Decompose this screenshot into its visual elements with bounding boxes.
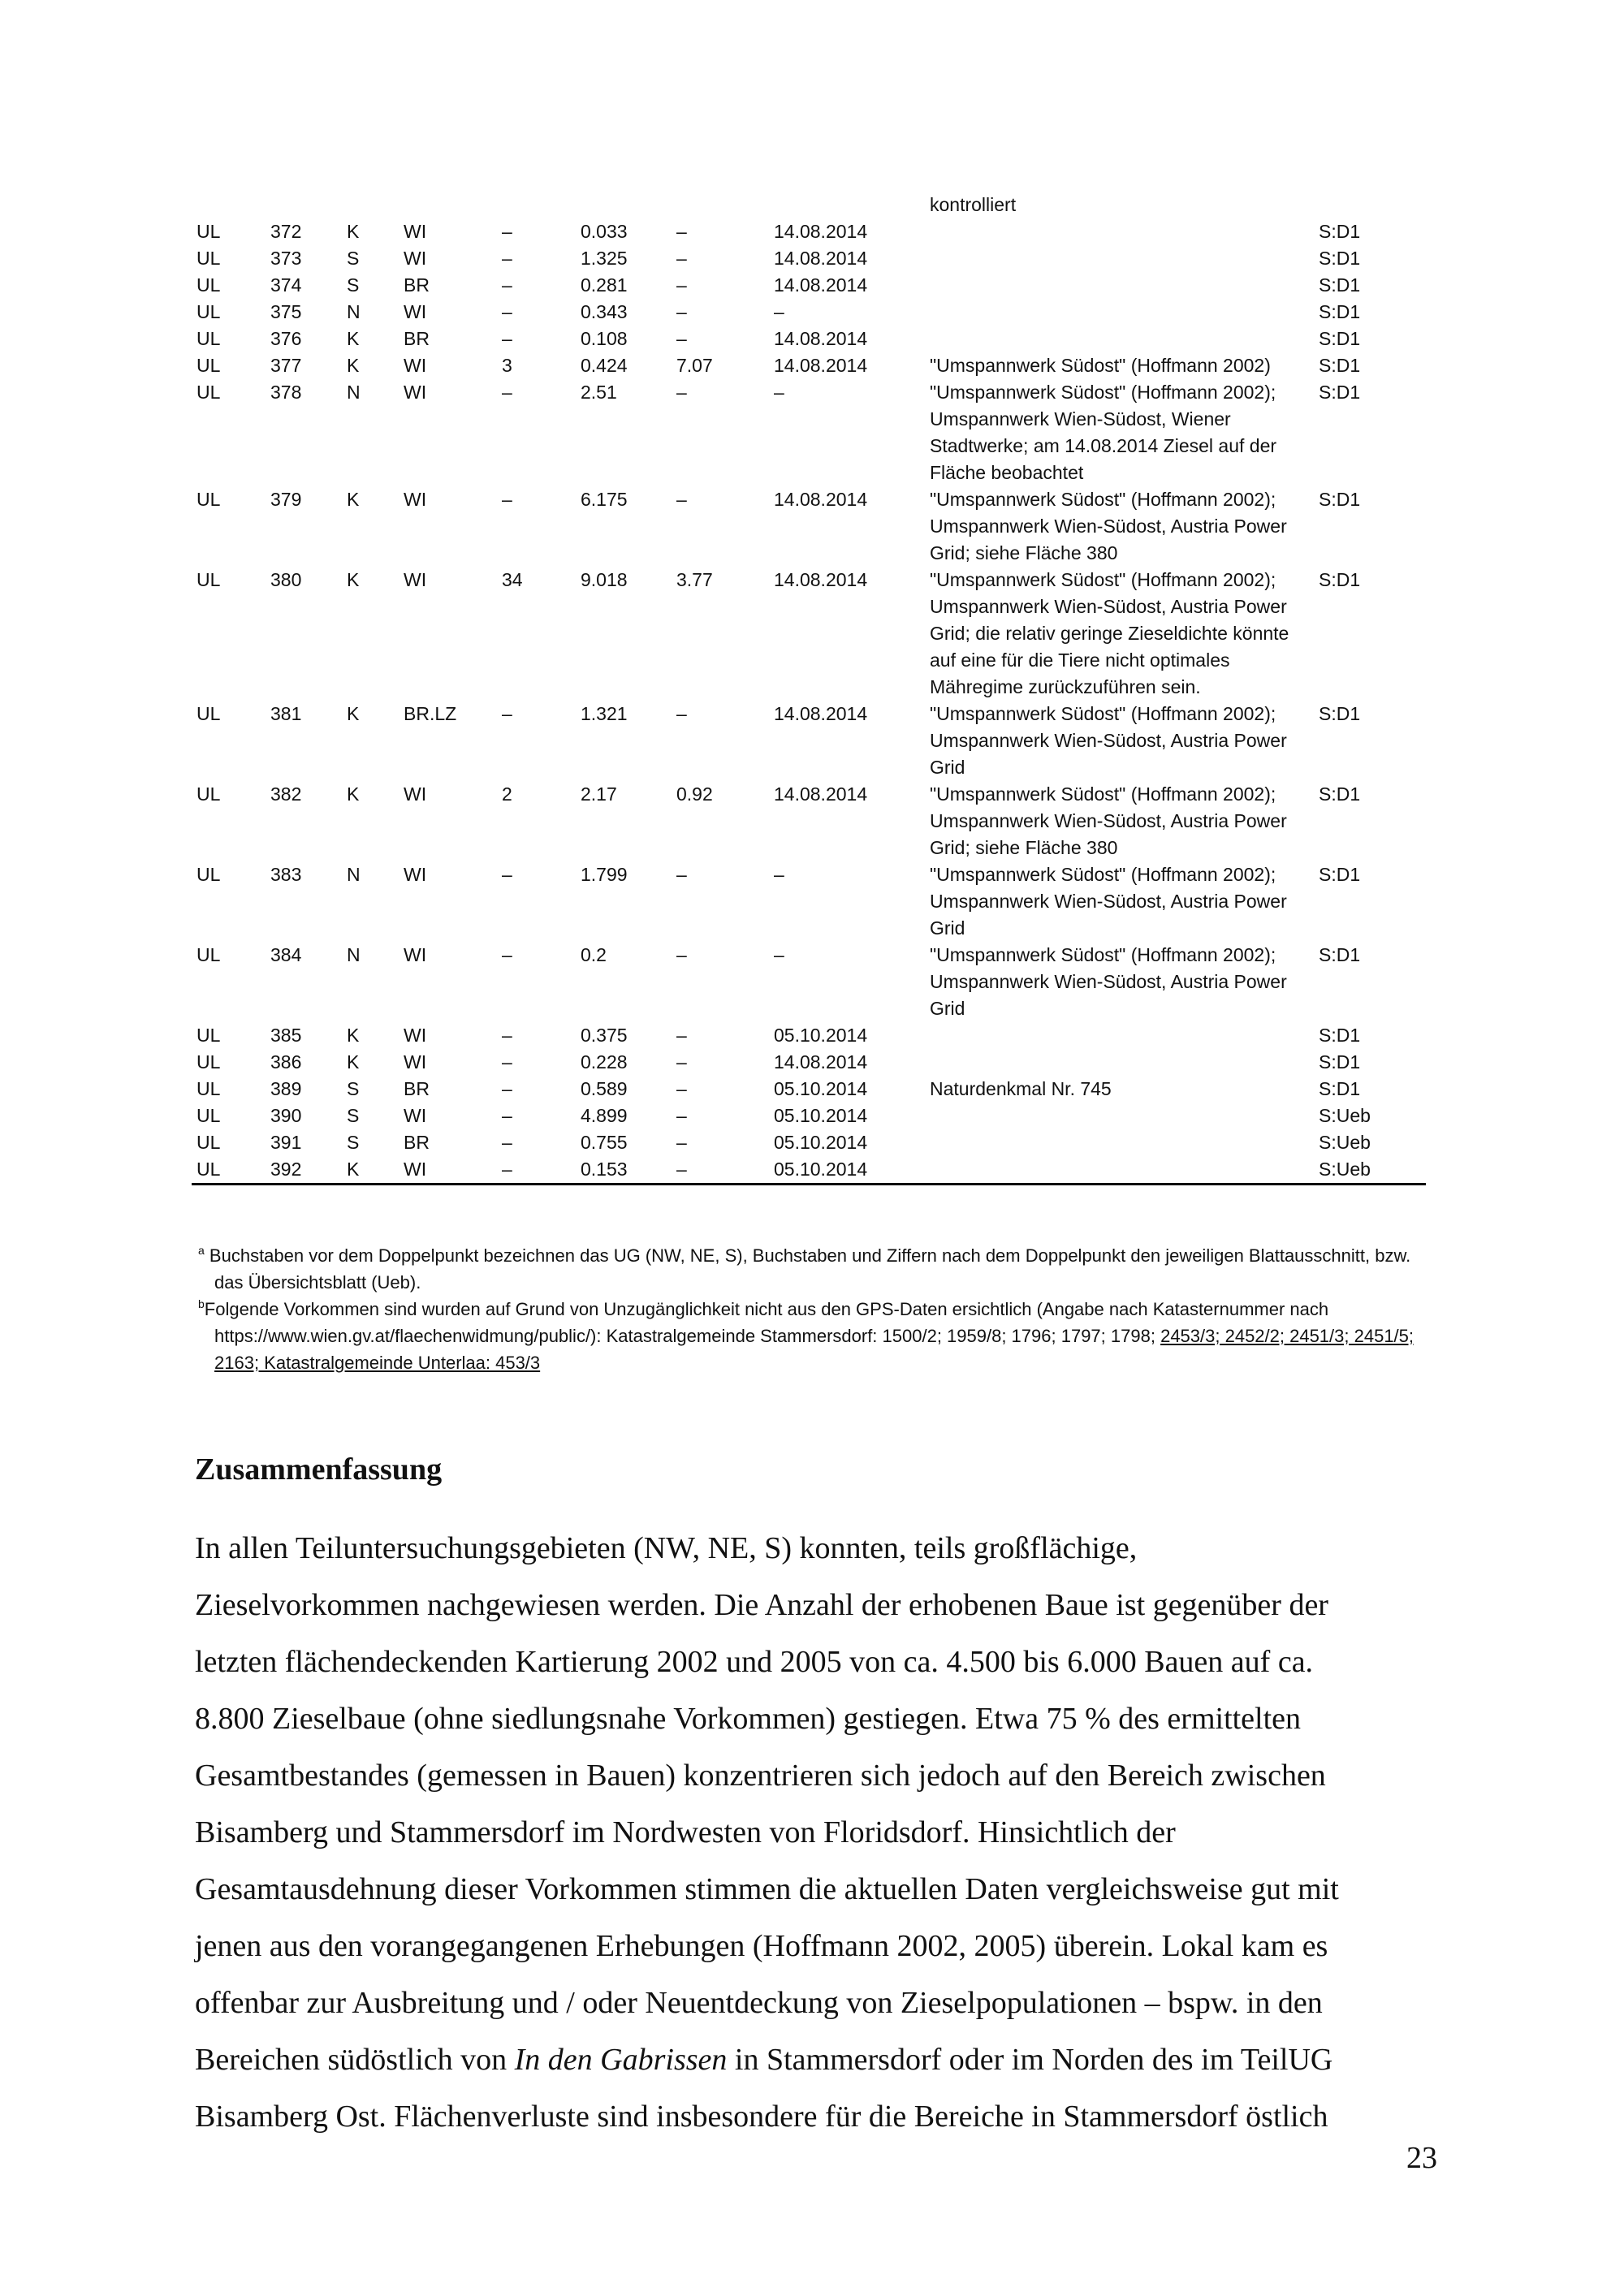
text-run: Bisamberg Ost. Flächenverluste sind insbesondere für die Bereiche in Stammersdorf östlich: [195, 2100, 1328, 2134]
region-cell: UL: [197, 783, 221, 805]
paragraph-line: [195, 1634, 1339, 1690]
density-cell: –: [676, 382, 687, 403]
text-run: 8.800 Zieselbaue (ohne siedlungsnahe Vorkommen) gestiegen. Etwa 75 % des ermittelten: [195, 1702, 1302, 1736]
table-row: [192, 218, 1426, 245]
land-use-cell: WI: [404, 355, 427, 376]
paragraph-line: [195, 1918, 1339, 1974]
region-cell: UL: [197, 355, 221, 376]
burrow-count-cell: –: [502, 1025, 512, 1046]
text-run: Zieselvorkommen nachgewiesen werden. Die Anzahl der erhobenen Baue ist gegenüber der: [195, 1588, 1328, 1622]
comment-cell: "Umspannwerk Südost" (Hoffmann 2002); Umspannwerk Wien-Südost, Wiener Stadtwerke; am 14.08.2014 Ziesel auf der Fläche beobachtet: [930, 382, 1277, 483]
table-row: [192, 942, 1426, 1022]
density-cell: 7.07: [676, 355, 713, 376]
area-cell: 0.228: [581, 1051, 628, 1072]
area-id-cell: 373: [270, 248, 302, 269]
area-cell: 9.018: [581, 569, 628, 590]
paragraph-line: [195, 2088, 1339, 2145]
text-run: Bisamberg und Stammersdorf im Nordwesten von Floridsdorf. Hinsichtlich der: [195, 1815, 1176, 1849]
burrow-count-cell: –: [502, 274, 512, 296]
region-cell: UL: [197, 221, 221, 242]
region-cell: UL: [197, 569, 221, 590]
area-id-cell: 389: [270, 1078, 302, 1099]
burrow-count-cell: –: [502, 301, 512, 322]
area-cell: 2.51: [581, 382, 617, 403]
density-cell: –: [676, 221, 687, 242]
section-heading: Zusammenfassung: [195, 1452, 443, 1487]
map-sheet-cell: S:D1: [1319, 489, 1361, 510]
table-row: [192, 1156, 1426, 1185]
category-cell: K: [347, 1025, 360, 1046]
burrow-count-cell: –: [502, 1159, 512, 1180]
area-cell: 0.424: [581, 355, 628, 376]
date-cell: 14.08.2014: [774, 248, 868, 269]
density-cell: –: [676, 1025, 687, 1046]
density-cell: –: [676, 274, 687, 296]
land-use-cell: BR.LZ: [404, 703, 457, 724]
date-cell: 05.10.2014: [774, 1025, 868, 1046]
land-use-cell: WI: [404, 248, 427, 269]
comment-cell: kontrolliert: [930, 194, 1017, 215]
map-sheet-cell: S:D1: [1319, 328, 1361, 349]
date-cell: 05.10.2014: [774, 1159, 868, 1180]
text-run: jenen aus den vorangegangenen Erhebungen (Hoffmann 2002, 2005) überein. Lokal kam es: [195, 1929, 1328, 1963]
area-cell: 0.343: [581, 301, 628, 322]
comment-cell: "Umspannwerk Südost" (Hoffmann 2002); Umspannwerk Wien-Südost, Austria Power Grid; siehe Fläche 380: [930, 489, 1287, 563]
burrow-count-cell: –: [502, 1078, 512, 1099]
comment-cell: [930, 1103, 1311, 1129]
map-sheet-cell: S:Ueb: [1319, 1132, 1371, 1153]
category-cell: K: [347, 1051, 360, 1072]
footnote-mark: a: [198, 1244, 205, 1257]
region-cell: UL: [197, 864, 221, 885]
paragraph-line: [195, 1577, 1339, 1634]
date-cell: 14.08.2014: [774, 274, 868, 296]
category-cell: S: [347, 274, 360, 296]
footnote-text: Buchstaben vor dem Doppelpunkt bezeichnen das UG (NW, NE, S), Buchstaben und Ziffern nach dem Doppelpunkt den jeweiligen Blattausschnitt, bzw. das Übersichtsblatt (Ueb).: [209, 1245, 1411, 1293]
footnote-text-underlined: 2453/3; 2452/2; 2451/3; 2451/5; 2163; Katastralgemeinde Unterlaa: 453/3: [214, 1326, 1415, 1373]
date-cell: 05.10.2014: [774, 1105, 868, 1126]
comment-cell: [930, 218, 1311, 245]
area-cell: 0.281: [581, 274, 628, 296]
burrow-count-cell: –: [502, 1051, 512, 1072]
land-use-cell: BR: [404, 328, 430, 349]
area-id-cell: 372: [270, 221, 302, 242]
area-cell: 0.755: [581, 1132, 628, 1153]
text-run: In den Gabrissen: [514, 2043, 728, 2077]
burrow-count-cell: –: [502, 1105, 512, 1126]
map-sheet-cell: S:D1: [1319, 274, 1361, 296]
paragraph-line: [195, 1974, 1339, 2031]
area-id-cell: 386: [270, 1051, 302, 1072]
text-run: letzten flächendeckenden Kartierung 2002 und 2005 von ca. 4.500 bis 6.000 Bauen auf ca.: [195, 1645, 1314, 1679]
section-body: [195, 1520, 1339, 2145]
comment-cell: "Umspannwerk Südost" (Hoffmann 2002); Umspannwerk Wien-Südost, Austria Power Grid; siehe Fläche 380: [930, 783, 1287, 858]
density-cell: 3.77: [676, 569, 713, 590]
land-use-cell: WI: [404, 1159, 427, 1180]
density-cell: –: [676, 1132, 687, 1153]
region-cell: UL: [197, 703, 221, 724]
map-sheet-cell: S:D1: [1319, 382, 1361, 403]
table-row: [192, 299, 1426, 326]
map-sheet-cell: S:D1: [1319, 1078, 1361, 1099]
map-sheet-cell: S:D1: [1319, 569, 1361, 590]
date-cell: 05.10.2014: [774, 1078, 868, 1099]
burrow-count-cell: –: [502, 1132, 512, 1153]
map-sheet-cell: S:D1: [1319, 1025, 1361, 1046]
density-cell: –: [676, 328, 687, 349]
density-cell: 0.92: [676, 783, 713, 805]
category-cell: K: [347, 489, 360, 510]
date-cell: –: [774, 301, 784, 322]
land-use-cell: WI: [404, 382, 427, 403]
category-cell: K: [347, 569, 360, 590]
table-row: [192, 1076, 1426, 1103]
region-cell: UL: [197, 301, 221, 322]
area-id-cell: 381: [270, 703, 302, 724]
category-cell: K: [347, 783, 360, 805]
map-sheet-cell: S:D1: [1319, 944, 1361, 965]
table-row: [192, 1022, 1426, 1049]
comment-cell: [930, 1049, 1311, 1076]
paragraph-line: [195, 1804, 1339, 1861]
text-run: offenbar zur Ausbreitung und / oder Neuentdeckung von Zieselpopulationen – bspw. in den: [195, 1986, 1323, 2020]
category-cell: K: [347, 1159, 360, 1180]
area-cell: 0.589: [581, 1078, 628, 1099]
category-cell: K: [347, 355, 360, 376]
region-cell: UL: [197, 382, 221, 403]
date-cell: 14.08.2014: [774, 489, 868, 510]
region-cell: UL: [197, 274, 221, 296]
table-row: [192, 701, 1426, 781]
region-cell: UL: [197, 328, 221, 349]
table-row-continued: [192, 192, 1426, 218]
table-row: [192, 352, 1426, 379]
area-id-cell: 377: [270, 355, 302, 376]
map-sheet-cell: S:D1: [1319, 1051, 1361, 1072]
area-id-cell: 382: [270, 783, 302, 805]
burrow-count-cell: –: [502, 703, 512, 724]
land-use-cell: WI: [404, 944, 427, 965]
table-row: [192, 1103, 1426, 1129]
area-cell: 4.899: [581, 1105, 628, 1126]
footnote-a: [192, 1242, 1442, 1296]
map-sheet-cell: S:D1: [1319, 703, 1361, 724]
land-use-cell: WI: [404, 1025, 427, 1046]
comment-cell: [930, 245, 1311, 272]
table-row: [192, 272, 1426, 299]
land-use-cell: BR: [404, 274, 430, 296]
area-id-cell: 383: [270, 864, 302, 885]
region-cell: UL: [197, 1051, 221, 1072]
category-cell: N: [347, 944, 361, 965]
burrow-count-cell: 2: [502, 783, 512, 805]
date-cell: 14.08.2014: [774, 783, 868, 805]
category-cell: K: [347, 221, 360, 242]
region-cell: UL: [197, 489, 221, 510]
table-row: [192, 1049, 1426, 1076]
text-run: in Stammersdorf oder im Norden des im TeilUG: [727, 2043, 1333, 2077]
area-id-cell: 374: [270, 274, 302, 296]
category-cell: S: [347, 1078, 360, 1099]
category-cell: S: [347, 248, 360, 269]
map-sheet-cell: S:D1: [1319, 301, 1361, 322]
category-cell: S: [347, 1132, 360, 1153]
density-cell: –: [676, 248, 687, 269]
area-cell: 0.2: [581, 944, 607, 965]
region-cell: UL: [197, 248, 221, 269]
footnote-text: Folgende Vorkommen sind wurden auf Grund von Unzugänglichkeit nicht aus den GPS-Daten ersichtlich (Angabe nach Katasternummer nach https://www.wien.gv.at/flaechenwidmung/public/): Katastralgemeinde Stammersdorf: 1500/2; 1959/8; 1796; 1797; 1798;: [204, 1299, 1329, 1346]
footnote-mark: b: [198, 1297, 205, 1310]
area-id-cell: 380: [270, 569, 302, 590]
date-cell: –: [774, 944, 784, 965]
date-cell: 14.08.2014: [774, 355, 868, 376]
density-cell: –: [676, 489, 687, 510]
region-cell: UL: [197, 1025, 221, 1046]
region-cell: UL: [197, 944, 221, 965]
page-number: 23: [1406, 2141, 1437, 2175]
density-cell: –: [676, 1105, 687, 1126]
category-cell: K: [347, 703, 360, 724]
burrow-count-cell: –: [502, 489, 512, 510]
map-sheet-cell: S:D1: [1319, 221, 1361, 242]
text-run: Gesamtausdehnung dieser Vorkommen stimmen die aktuellen Daten vergleichsweise gut mit: [195, 1872, 1339, 1906]
area-cell: 0.108: [581, 328, 628, 349]
table-footnotes: [192, 1242, 1442, 1376]
area-id-cell: 385: [270, 1025, 302, 1046]
date-cell: –: [774, 864, 784, 885]
region-cell: UL: [197, 1132, 221, 1153]
land-use-cell: BR: [404, 1078, 430, 1099]
land-use-cell: BR: [404, 1132, 430, 1153]
burrow-count-cell: –: [502, 328, 512, 349]
category-cell: N: [347, 382, 361, 403]
table-row: [192, 1129, 1426, 1156]
density-cell: –: [676, 944, 687, 965]
table-row: [192, 326, 1426, 352]
occurrence-table: [192, 192, 1426, 1185]
category-cell: N: [347, 301, 361, 322]
comment-cell: [930, 1156, 1311, 1183]
density-cell: –: [676, 1051, 687, 1072]
map-sheet-cell: S:Ueb: [1319, 1105, 1371, 1126]
area-cell: 1.321: [581, 703, 628, 724]
area-id-cell: 390: [270, 1105, 302, 1126]
date-cell: 05.10.2014: [774, 1132, 868, 1153]
date-cell: 14.08.2014: [774, 569, 868, 590]
land-use-cell: WI: [404, 569, 427, 590]
text-run: Bereichen südöstlich von: [195, 2043, 515, 2077]
density-cell: –: [676, 864, 687, 885]
comment-cell: "Umspannwerk Südost" (Hoffmann 2002); Umspannwerk Wien-Südost, Austria Power Grid: [930, 864, 1287, 939]
map-sheet-cell: S:D1: [1319, 248, 1361, 269]
table-row: [192, 781, 1426, 861]
comment-cell: "Umspannwerk Südost" (Hoffmann 2002): [930, 355, 1271, 376]
table-row: [192, 486, 1426, 567]
area-cell: 0.375: [581, 1025, 628, 1046]
land-use-cell: WI: [404, 1105, 427, 1126]
density-cell: –: [676, 703, 687, 724]
paragraph-line: [195, 2031, 1339, 2088]
area-cell: 1.325: [581, 248, 628, 269]
paragraph-line: [195, 1747, 1339, 1804]
map-sheet-cell: S:Ueb: [1319, 1159, 1371, 1180]
date-cell: 14.08.2014: [774, 221, 868, 242]
date-cell: 14.08.2014: [774, 1051, 868, 1072]
date-cell: 14.08.2014: [774, 328, 868, 349]
paragraph-line: [195, 1861, 1339, 1918]
comment-cell: [930, 326, 1311, 352]
table-row: [192, 861, 1426, 942]
land-use-cell: WI: [404, 1051, 427, 1072]
paragraph-line: [195, 1690, 1339, 1747]
region-cell: UL: [197, 1159, 221, 1180]
comment-cell: "Umspannwerk Südost" (Hoffmann 2002); Umspannwerk Wien-Südost, Austria Power Grid; die relativ geringe Zieseldichte könnte auf eine für die Tiere nicht optimales Mähregime zurückzuführen sein.: [930, 569, 1289, 697]
comment-cell: "Umspannwerk Südost" (Hoffmann 2002); Umspannwerk Wien-Südost, Austria Power Grid: [930, 703, 1287, 778]
land-use-cell: WI: [404, 301, 427, 322]
area-id-cell: 384: [270, 944, 302, 965]
density-cell: –: [676, 1159, 687, 1180]
burrow-count-cell: –: [502, 221, 512, 242]
burrow-count-cell: –: [502, 944, 512, 965]
comment-cell: [930, 299, 1311, 326]
burrow-count-cell: –: [502, 248, 512, 269]
burrow-count-cell: 3: [502, 355, 512, 376]
comment-cell: Naturdenkmal Nr. 745: [930, 1078, 1112, 1099]
land-use-cell: WI: [404, 864, 427, 885]
area-cell: 6.175: [581, 489, 628, 510]
land-use-cell: WI: [404, 221, 427, 242]
density-cell: –: [676, 1078, 687, 1099]
region-cell: UL: [197, 1078, 221, 1099]
paragraph-line: [195, 1520, 1339, 1577]
comment-cell: [930, 1022, 1311, 1049]
area-cell: 2.17: [581, 783, 617, 805]
text-run: In allen Teiluntersuchungsgebieten (NW, NE, S) konnten, teils großflächige,: [195, 1531, 1138, 1565]
table-row: [192, 379, 1426, 486]
table-row: [192, 245, 1426, 272]
date-cell: 14.08.2014: [774, 703, 868, 724]
map-sheet-cell: S:D1: [1319, 355, 1361, 376]
land-use-cell: WI: [404, 489, 427, 510]
date-cell: –: [774, 382, 784, 403]
density-cell: –: [676, 301, 687, 322]
area-id-cell: 392: [270, 1159, 302, 1180]
category-cell: K: [347, 328, 360, 349]
burrow-count-cell: 34: [502, 569, 523, 590]
table-row: [192, 567, 1426, 701]
category-cell: N: [347, 864, 361, 885]
burrow-count-cell: –: [502, 382, 512, 403]
category-cell: S: [347, 1105, 360, 1126]
area-id-cell: 375: [270, 301, 302, 322]
text-run: Gesamtbestandes (gemessen in Bauen) konzentrieren sich jedoch auf den Bereich zwischen: [195, 1759, 1326, 1793]
burrow-count-cell: –: [502, 864, 512, 885]
area-cell: 0.153: [581, 1159, 628, 1180]
map-sheet-cell: S:D1: [1319, 864, 1361, 885]
comment-cell: [930, 272, 1311, 299]
area-id-cell: 391: [270, 1132, 302, 1153]
comment-cell: [930, 1129, 1311, 1156]
footnote-b: [192, 1296, 1442, 1376]
area-cell: 0.033: [581, 221, 628, 242]
land-use-cell: WI: [404, 783, 427, 805]
area-id-cell: 378: [270, 382, 302, 403]
area-cell: 1.799: [581, 864, 628, 885]
region-cell: UL: [197, 1105, 221, 1126]
comment-cell: "Umspannwerk Südost" (Hoffmann 2002); Umspannwerk Wien-Südost, Austria Power Grid: [930, 944, 1287, 1019]
area-id-cell: 376: [270, 328, 302, 349]
map-sheet-cell: S:D1: [1319, 783, 1361, 805]
area-id-cell: 379: [270, 489, 302, 510]
